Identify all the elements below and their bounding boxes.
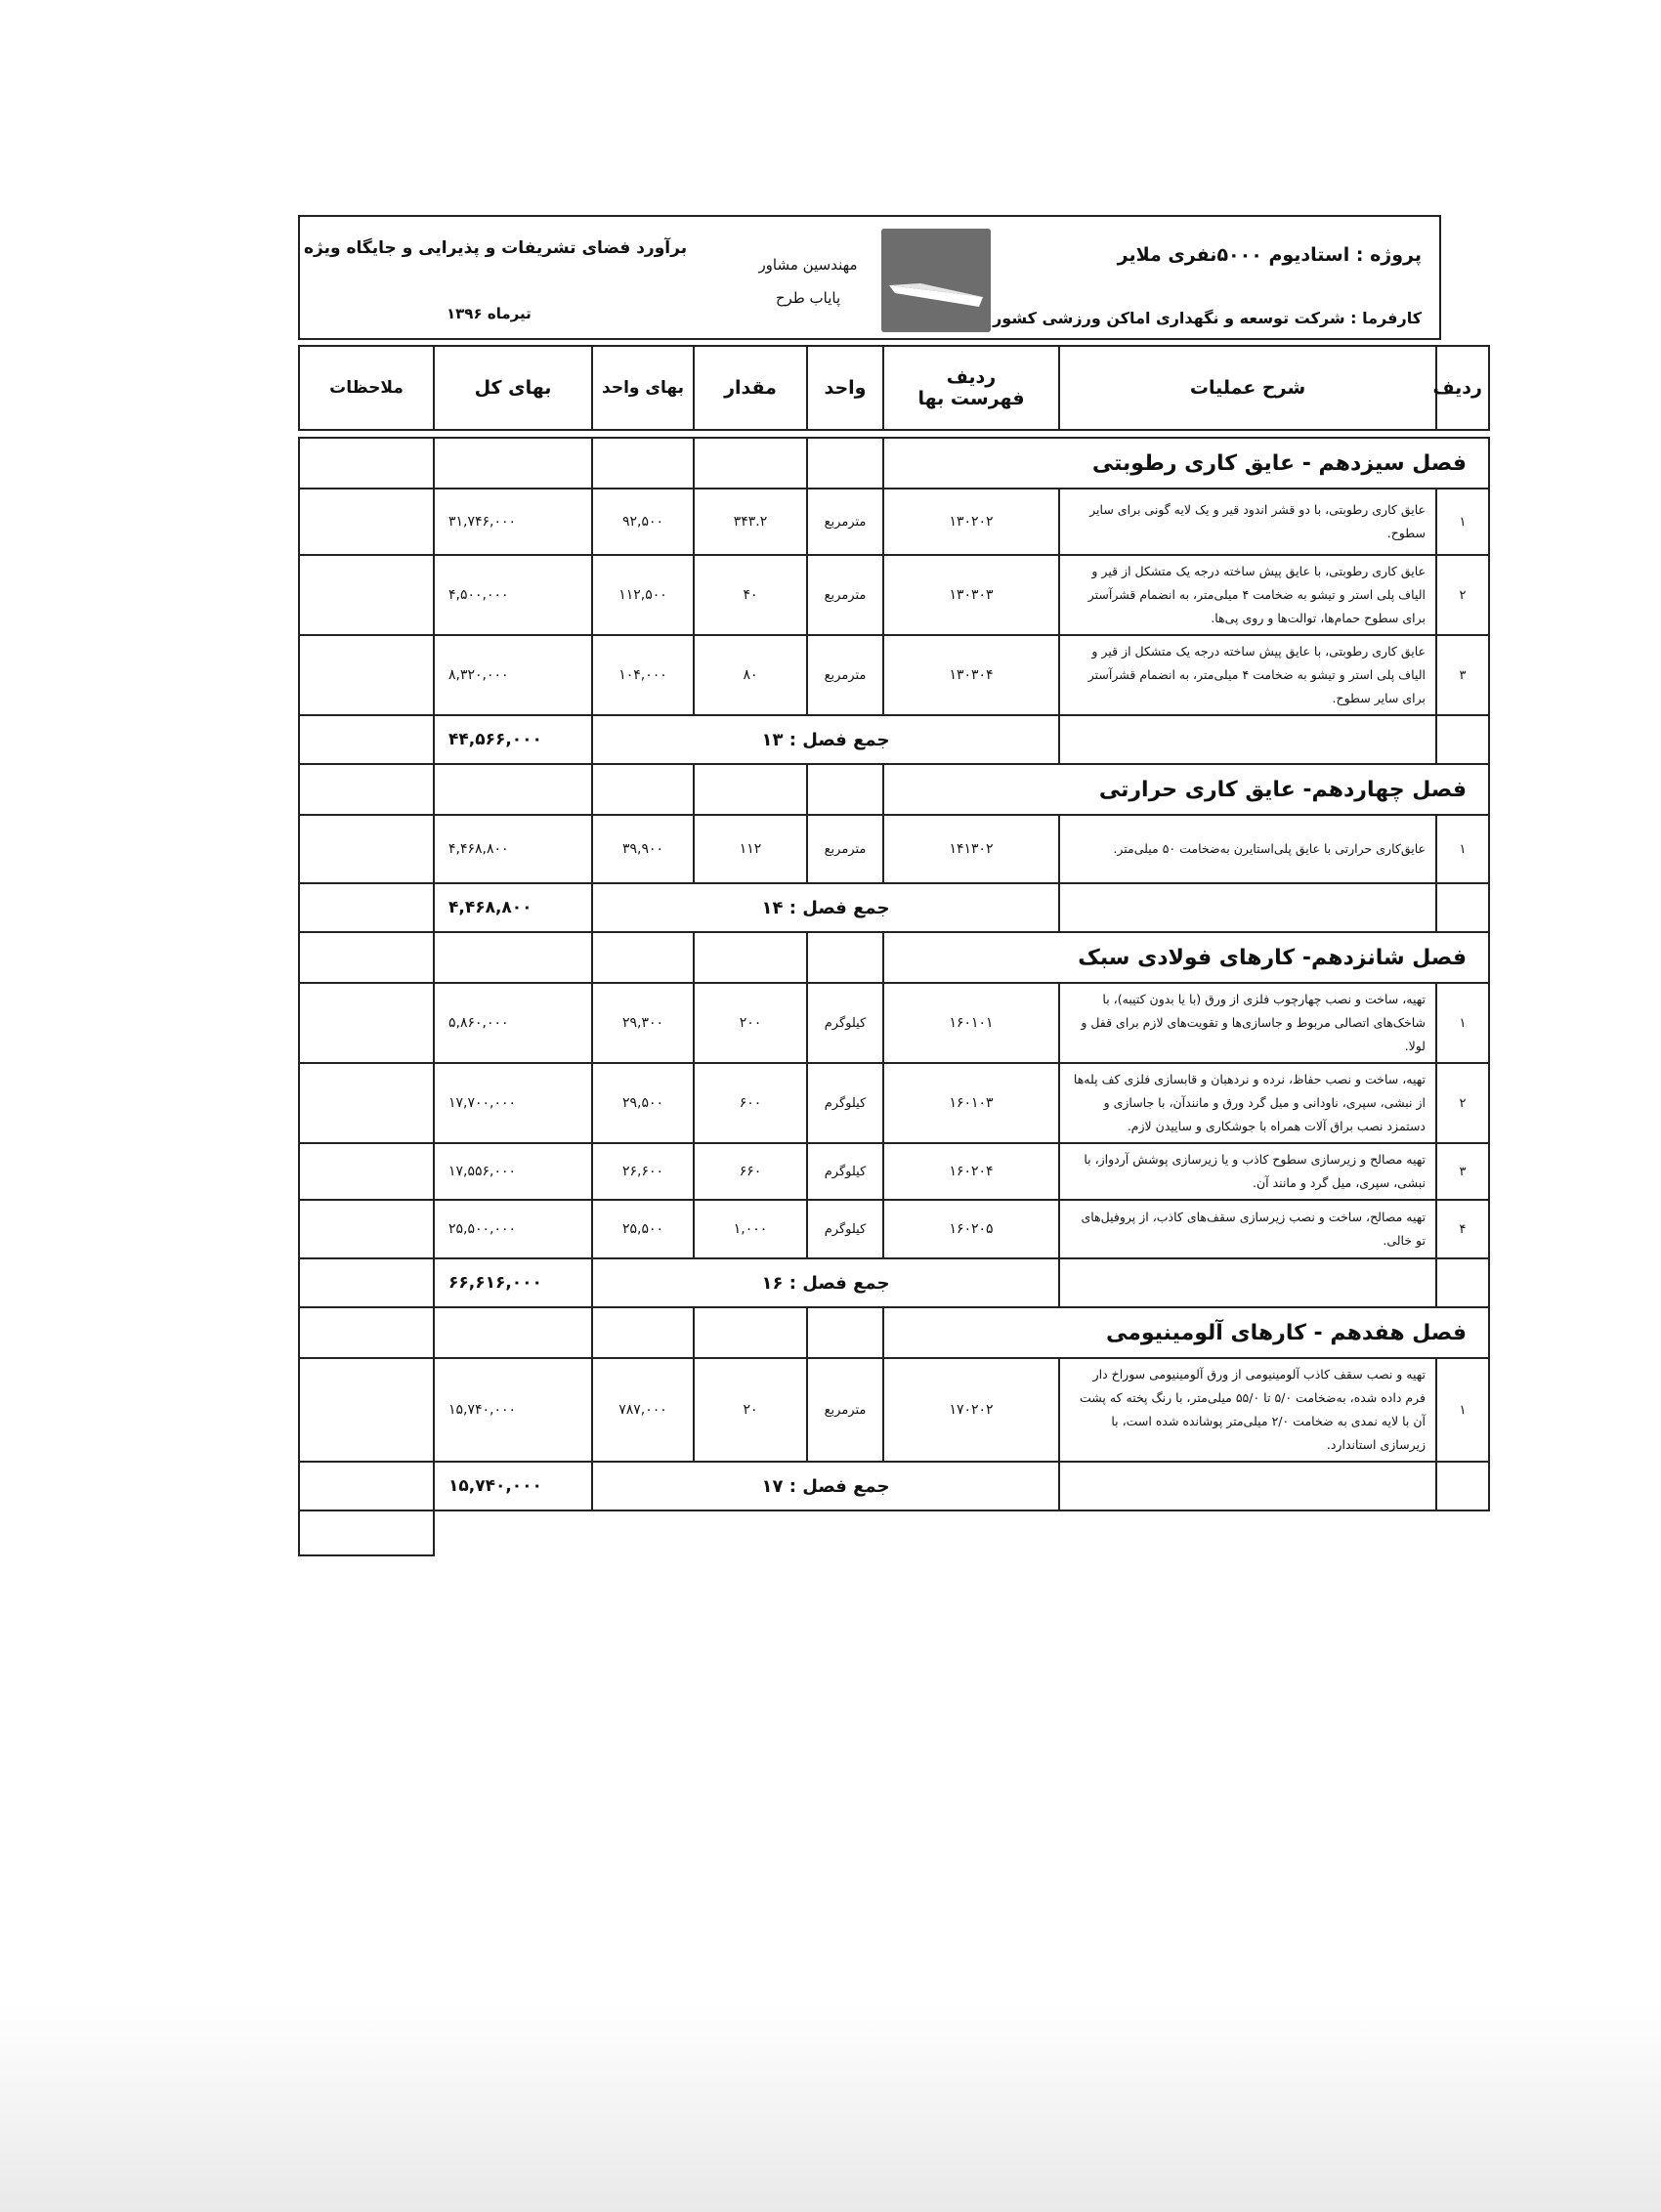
- table-row: [299, 1063, 1489, 1143]
- total-price-cell: ۱۵,۷۴۰,۰۰۰: [434, 1358, 592, 1462]
- empty-cell: [434, 932, 592, 983]
- document-header: [298, 215, 1441, 340]
- row-number: ۱: [1436, 983, 1489, 1063]
- estimate-body: [299, 430, 1489, 1555]
- notes-cell: [299, 635, 434, 715]
- empty-cell: [694, 932, 807, 983]
- row-number: ۳: [1436, 1143, 1489, 1200]
- empty-cell: [1059, 883, 1436, 932]
- empty-cell: [807, 438, 883, 489]
- section-title: فصل شانزدهم- کارهای فولادی سبک: [883, 932, 1489, 983]
- section-sum-value: ۴۴,۵۶۶,۰۰۰: [434, 715, 592, 764]
- empty-cell: [434, 764, 592, 815]
- estimate-title: برآورد فضای تشریفات و پذیرایی و جایگاه ویژه: [304, 238, 688, 258]
- total-price-cell: ۸,۳۲۰,۰۰۰: [434, 635, 592, 715]
- section-sum-row: [299, 1258, 1489, 1307]
- notes-cell: [299, 815, 434, 883]
- quantity-cell: ۲۰: [694, 1358, 807, 1462]
- unit-cell: کیلوگرم: [807, 1063, 883, 1143]
- notes-cell: [299, 1143, 434, 1200]
- price-list-code: ۱۶۰۲۰۵: [883, 1200, 1059, 1258]
- total-price-cell: ۱۷,۵۵۶,۰۰۰: [434, 1143, 592, 1200]
- empty-cell: [299, 883, 434, 932]
- empty-cell: [299, 1462, 434, 1510]
- quantity-cell: ۴۰: [694, 555, 807, 635]
- table-row: [299, 983, 1489, 1063]
- empty-cell: [299, 1307, 434, 1358]
- quantity-cell: ۱,۰۰۰: [694, 1200, 807, 1258]
- estimate-table: [298, 345, 1490, 1556]
- unit-price-cell: ۲۹,۳۰۰: [592, 983, 694, 1063]
- document-date: تیرماه ۱۳۹۶: [447, 305, 532, 322]
- col-quantity: مقدار: [694, 346, 807, 430]
- unit-cell: مترمربع: [807, 1358, 883, 1462]
- section-sum-row: [299, 883, 1489, 932]
- total-price-cell: ۴,۴۶۸,۸۰۰: [434, 815, 592, 883]
- total-price-cell: ۴,۵۰۰,۰۰۰: [434, 555, 592, 635]
- consultant-name: پایاب طرح: [775, 289, 841, 307]
- col-price-list-row-line2: فهرست بها: [917, 388, 1025, 409]
- empty-cell: [592, 1307, 694, 1358]
- section-title-row: [299, 764, 1489, 815]
- empty-cell: [299, 764, 434, 815]
- quantity-cell: ۳۴۳.۲: [694, 489, 807, 555]
- notes-cell: [299, 1063, 434, 1143]
- unit-price-cell: ۱۱۲,۵۰۰: [592, 555, 694, 635]
- price-list-code: ۱۴۱۳۰۲: [883, 815, 1059, 883]
- unit-cell: کیلوگرم: [807, 1143, 883, 1200]
- table-row: [299, 1200, 1489, 1258]
- section-sum-value: ۶۶,۶۱۶,۰۰۰: [434, 1258, 592, 1307]
- empty-cell: [807, 1307, 883, 1358]
- table-row: [299, 489, 1489, 555]
- empty-cell: [299, 438, 434, 489]
- section-title: فصل چهاردهم- عایق کاری حرارتی: [883, 764, 1489, 815]
- client-name: کارفرما : شرکت توسعه و نگهداری اماکن ورزشی کشور: [993, 309, 1422, 327]
- header-gap-row: [299, 430, 1489, 438]
- total-price-cell: ۳۱,۷۴۶,۰۰۰: [434, 489, 592, 555]
- empty-cell: [1436, 1462, 1489, 1510]
- col-price-list-row: [883, 346, 1059, 430]
- table-row: [299, 1358, 1489, 1462]
- col-description: شرح عملیات: [1059, 346, 1436, 430]
- price-list-code: ۱۳۰۳۰۴: [883, 635, 1059, 715]
- col-row: ردیف: [1436, 346, 1489, 430]
- empty-cell: [592, 438, 694, 489]
- table-row: [299, 555, 1489, 635]
- notes-cell: [299, 555, 434, 635]
- empty-cell: [434, 1307, 592, 1358]
- section-sum-label: جمع فصل : ۱۴: [592, 883, 1059, 932]
- price-list-code: ۱۳۰۳۰۳: [883, 555, 1059, 635]
- item-description: تهیه مصالح و زیرسازی سطوح کاذب و یا زیرسازی پوشش آردواز، با نبشی، سپری، میل گرد و مانند آن.: [1059, 1143, 1436, 1200]
- unit-price-cell: ۲۹,۵۰۰: [592, 1063, 694, 1143]
- table-row: [299, 635, 1489, 715]
- table-row: [299, 1143, 1489, 1200]
- row-number: ۱: [1436, 815, 1489, 883]
- section-sum-value: ۱۵,۷۴۰,۰۰۰: [434, 1462, 592, 1510]
- notes-cell: [299, 1358, 434, 1462]
- quantity-cell: ۶۰۰: [694, 1063, 807, 1143]
- empty-cell: [592, 932, 694, 983]
- consultant-logo-icon: [881, 229, 991, 332]
- unit-cell: کیلوگرم: [807, 1200, 883, 1258]
- item-description: عایق کاری رطوبتی، با عایق پیش ساخته درجه یک متشکل از قیر و الیاف پلی استر و تیشو به ضخامت ۴ میلی‌متر، به انضمام قشرآستر برای سایر سطوح.: [1059, 635, 1436, 715]
- unit-price-cell: ۱۰۴,۰۰۰: [592, 635, 694, 715]
- section-title: فصل هفدهم - کارهای آلومینیومی: [883, 1307, 1489, 1358]
- section-sum-row: [299, 715, 1489, 764]
- unit-price-cell: ۲۵,۵۰۰: [592, 1200, 694, 1258]
- empty-cell: [592, 764, 694, 815]
- row-number: ۱: [1436, 489, 1489, 555]
- empty-cell: [1436, 715, 1489, 764]
- unit-cell: کیلوگرم: [807, 983, 883, 1063]
- total-price-cell: ۱۷,۷۰۰,۰۰۰: [434, 1063, 592, 1143]
- empty-cell: [694, 438, 807, 489]
- empty-cell: [807, 764, 883, 815]
- price-list-code: ۱۶۰۱۰۱: [883, 983, 1059, 1063]
- section-sum-label: جمع فصل : ۱۳: [592, 715, 1059, 764]
- section-sum-value: ۴,۴۶۸,۸۰۰: [434, 883, 592, 932]
- estimate-sheet: [298, 215, 1482, 1717]
- unit-price-cell: ۲۶,۶۰۰: [592, 1143, 694, 1200]
- item-description: تهیه، ساخت و نصب حفاظ، نرده و نردهبان و قابسازی فلزی کف پله‌ها از نبشی، سپری، ناودانی و میل گرد ورق و مانندآن، با جاسازی و دستمزد نصب براق آلات همراه با جوشکاری و ساییدن لازم.: [1059, 1063, 1436, 1143]
- tail-row: [299, 1510, 1489, 1555]
- item-description: عایق کاری رطوبتی، با عایق پیش ساخته درجه یک متشکل از قیر و الیاف پلی استر و تیشو به ضخامت ۴ میلی‌متر، به انضمام قشرآستر برای سطوح حمام‌ها، توالت‌ها و روی پی‌ها.: [1059, 555, 1436, 635]
- unit-cell: مترمربع: [807, 815, 883, 883]
- item-description: عایق کاری رطوبتی، با دو قشر اندود قیر و یک لایه گونی برای سایر سطوح.: [1059, 489, 1436, 555]
- row-number: ۴: [1436, 1200, 1489, 1258]
- unit-cell: مترمربع: [807, 635, 883, 715]
- item-description: تهیه، ساخت و نصب چهارچوب فلزی از ورق (با یا بدون کتیبه)، با شاخک‌های اتصالی مربوط و جاسازی‌ها و تقویت‌های لازم برای قفل و لولا.: [1059, 983, 1436, 1063]
- empty-cell: [434, 1510, 1489, 1555]
- item-description: تهیه مصالح، ساخت و نصب زیرسازی سقف‌های کاذب، از پروفیل‌های تو خالی.: [1059, 1200, 1436, 1258]
- col-unit: واحد: [807, 346, 883, 430]
- empty-cell: [694, 1307, 807, 1358]
- section-sum-label: جمع فصل : ۱۶: [592, 1258, 1059, 1307]
- quantity-cell: ۸۰: [694, 635, 807, 715]
- unit-price-cell: ۳۹,۹۰۰: [592, 815, 694, 883]
- unit-cell: مترمربع: [807, 489, 883, 555]
- project-title: پروژه : استادیوم ۵۰۰۰نفری ملایر: [1117, 244, 1422, 266]
- consultant-label: مهندسین مشاور: [758, 256, 858, 274]
- section-title-row: [299, 438, 1489, 489]
- unit-cell: مترمربع: [807, 555, 883, 635]
- row-number: ۱: [1436, 1358, 1489, 1462]
- empty-cell: [434, 438, 592, 489]
- row-number: ۲: [1436, 555, 1489, 635]
- col-price-list-row-line1: ردیف: [946, 366, 997, 388]
- notes-cell: [299, 1200, 434, 1258]
- notes-tail-cell: [299, 1510, 434, 1555]
- item-description: عایق‌کاری حرارتی با عایق پلی‌استایرن به‌ضخامت ۵۰ میلی‌متر.: [1059, 815, 1436, 883]
- total-price-cell: ۲۵,۵۰۰,۰۰۰: [434, 1200, 592, 1258]
- section-sum-row: [299, 1462, 1489, 1510]
- quantity-cell: ۲۰۰: [694, 983, 807, 1063]
- empty-cell: [694, 764, 807, 815]
- total-price-cell: ۵,۸۶۰,۰۰۰: [434, 983, 592, 1063]
- empty-cell: [1436, 883, 1489, 932]
- row-number: ۲: [1436, 1063, 1489, 1143]
- col-unit-price: بهای واحد: [592, 346, 694, 430]
- notes-cell: [299, 983, 434, 1063]
- empty-cell: [1059, 715, 1436, 764]
- empty-cell: [299, 932, 434, 983]
- col-notes: ملاحظات: [299, 346, 434, 430]
- empty-cell: [1059, 1462, 1436, 1510]
- empty-cell: [299, 715, 434, 764]
- price-list-code: ۱۷۰۲۰۲: [883, 1358, 1059, 1462]
- price-list-code: ۱۶۰۲۰۴: [883, 1143, 1059, 1200]
- row-number: ۳: [1436, 635, 1489, 715]
- quantity-cell: ۶۶۰: [694, 1143, 807, 1200]
- unit-price-cell: ۹۲,۵۰۰: [592, 489, 694, 555]
- price-list-code: ۱۶۰۱۰۳: [883, 1063, 1059, 1143]
- item-description: تهیه و نصب سقف کاذب آلومینیومی از ورق آلومینیومی سوراخ دار فرم داده شده، به‌ضخامت ۵/۰ تا ۵۵/۰ میلی‌متر، با رنگ پخته که پشت آن با لایه نمدی به ضخامت ۲/۰ میلی‌متر پوشانده شده است، با زیرسازی استاندارد.: [1059, 1358, 1436, 1462]
- empty-cell: [1436, 1258, 1489, 1307]
- table-row: [299, 815, 1489, 883]
- price-list-code: ۱۳۰۲۰۲: [883, 489, 1059, 555]
- section-title-row: [299, 932, 1489, 983]
- consultant-block: [740, 256, 876, 322]
- notes-cell: [299, 489, 434, 555]
- col-total-price: بهای کل: [434, 346, 592, 430]
- column-header-row: [299, 346, 1489, 430]
- unit-price-cell: ۷۸۷,۰۰۰: [592, 1358, 694, 1462]
- section-title: فصل سیزدهم - عایق کاری رطوبتی: [883, 438, 1489, 489]
- section-sum-label: جمع فصل : ۱۷: [592, 1462, 1059, 1510]
- quantity-cell: ۱۱۲: [694, 815, 807, 883]
- empty-cell: [299, 1258, 434, 1307]
- empty-cell: [807, 932, 883, 983]
- empty-cell: [1059, 1258, 1436, 1307]
- scan-background: [0, 2003, 1661, 2212]
- section-title-row: [299, 1307, 1489, 1358]
